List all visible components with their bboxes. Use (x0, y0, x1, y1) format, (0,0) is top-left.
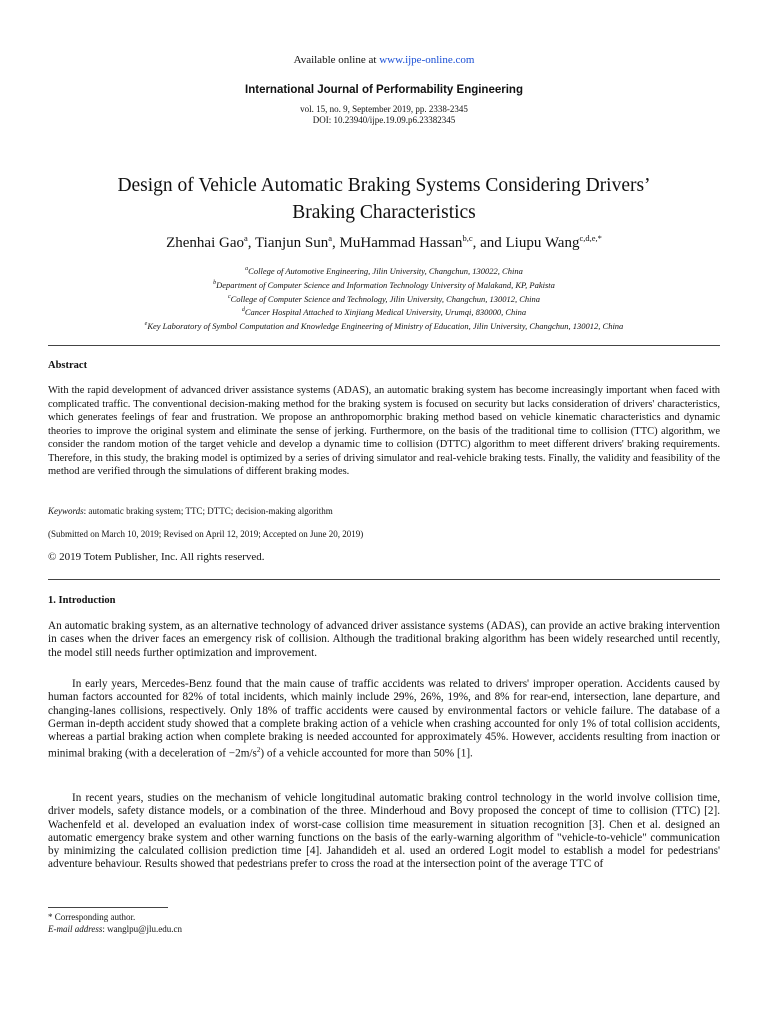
paper-title (0, 172, 768, 226)
intro-paragraph-2 (48, 678, 720, 762)
affiliation (0, 304, 768, 318)
affiliation (0, 318, 768, 332)
author-affiliation-mark: a (328, 233, 333, 243)
abstract-bottom-rule (48, 579, 720, 580)
affiliation-mark: a (245, 266, 249, 272)
abstract-heading: Abstract (48, 360, 88, 371)
intro-paragraph-2-text: In early years, Mercedes-Benz found that the main cause of traffic accidents was related to drivers' improper operation. Accidents caused by human factors accounted for 82% of total incidents, which mainly include 29%, 26%, 19%, and 8% for rear-end, intersection, lane departure, and changing-lanes collisions, respectively. Only 18% of traffic accidents were caused by environmental factors or vehicle failure. The database of a German in-depth accident study showed that a complete braking action of a vehicle when crashing accounted for only 1% of total collision accidents, whereas a partial braking action when complete braking is needed accounted for approximately 45%. However, accidents resulting from inaction or minimal braking (with a deceleration of −2m/s (48, 678, 720, 761)
affiliation-text: Key Laboratory of Symbol Computation and Knowledge Engineering of Ministry of Education, Jilin University, Changchun, 130012, China (147, 321, 624, 332)
author-affiliation-mark: b,c (462, 233, 473, 243)
affiliation-text: College of Automotive Engineering, Jilin University, Changchun, 130022, China (248, 265, 523, 276)
journal-name: International Journal of Performability Engineering (245, 84, 523, 96)
email-address: : wanglpu@jlu.edu.cn (102, 924, 182, 934)
author-separator: , and (472, 235, 506, 251)
keywords-list: : automatic braking system; TTC; DTTC; decision-making algorithm (83, 506, 333, 516)
author-affiliation-mark: a (244, 233, 248, 243)
paper-title-line-2: Braking Characteristics (292, 202, 476, 223)
submission-dates: (Submitted on March 10, 2019; Revised on April 12, 2019; Accepted on June 20, 2019) (48, 529, 364, 539)
affiliation-mark: e (144, 321, 148, 328)
author-name: MuHammad Hassan (339, 235, 463, 251)
email-line (48, 923, 182, 935)
author-affiliation-mark: c,d,e,* (579, 233, 602, 243)
keywords-label: Keywords (48, 506, 84, 516)
affiliation-list (0, 263, 768, 332)
affiliation (0, 291, 768, 305)
section-heading-introduction: 1. Introduction (48, 595, 116, 606)
affiliation-mark: c (227, 293, 231, 300)
availability-prefix: Available online at (293, 54, 380, 66)
intro-paragraph-1: An automatic braking system, as an alternative technology of advanced driver assistance systems (ADAS), can provide an active braking intervention in cases when the driver faces an emergency risk of collision. Although the traditional braking algorithm has been widely researched until recently, the model still needs further optimization and improvement. (48, 620, 720, 659)
affiliation (0, 263, 768, 277)
author-separator: , (332, 235, 340, 251)
intro-paragraph-2-end: ) of a vehicle accounted for more than 50% [1]. (260, 748, 473, 761)
availability-line (0, 54, 768, 66)
footnote-rule (48, 907, 168, 908)
copyright-notice: © 2019 Totem Publisher, Inc. All rights reserved. (48, 551, 265, 563)
affiliation-text: Department of Computer Science and Information Technology University of Malakand, KP, Pakista (216, 279, 555, 290)
affiliation (0, 277, 768, 291)
abstract-top-rule (48, 345, 720, 346)
affiliation-mark: d (241, 307, 245, 314)
author-name: Liupu Wang (505, 235, 580, 251)
paper-title-line-1: Design of Vehicle Automatic Braking Systems Considering Drivers’ (117, 175, 651, 196)
doi: DOI: 10.23940/ijpe.19.09.p6.23382345 (312, 115, 456, 125)
author-list (0, 233, 768, 252)
email-label: E-mail address (48, 924, 103, 934)
author-name: Tianjun Sun (255, 235, 329, 251)
corresponding-author-note: * Corresponding author. (48, 912, 136, 922)
affiliation-text: College of Computer Science and Technology, Jilin University, Changchun, 130012, China (230, 293, 541, 304)
superscript: 2 (256, 746, 261, 755)
footnote (48, 911, 182, 935)
journal-website-link[interactable]: www.ijpe-online.com (379, 54, 475, 66)
intro-paragraph-3: In recent years, studies on the mechanism of vehicle longitudinal automatic braking control technology in the world involve collision time, driver models, safety distance models, or a combination of the three. Minderhoud and Bovy proposed the concept of time to collision (TTC) [2]. Wachenfeld et al. developed an evaluation index of worst-case collision time measurement in situation recognition [3]. Chen et al. designed an automatic emergency brake system and other warning functions on the basis of the early-warning algorithm of "vehicle-to-vehicle" communication by minimizing the calculated collision prediction time [4]. Jahandideh et al. used an ordered Logit model to establish a model for pedestrians' adventure behaviour. Results showed that pedestrians prefer to cross the road at the intersection point of the average TTC of (48, 792, 720, 871)
volume-info: vol. 15, no. 9, September 2019, pp. 2338-2345 (300, 104, 468, 114)
abstract-text: With the rapid development of advanced driver assistance systems (ADAS), an automatic braking system has become increasingly important when faced with complicated traffic. The conventional decision-making method for the braking system is focused on security but lacks consideration of drivers' characteristics, which generates feelings of fear and frustration. We propose an anthropomorphic braking method based on vehicle kinematic characteristics and dynamic theories to improve the original system and eliminate the sense of jerking. Furthermore, on the basis of the traditional time to collision (TTC) algorithm, we consider the random motion of the target vehicle and develop a dynamic time to collision (DTTC) algorithm to meet different drivers' braking requirements. Therefore, in this study, the braking model is optimized by a series of driving simulator and real-vehicle braking tests. Finally, the validity and feasibility of the method are verified through the simulations of different braking modes. (48, 385, 720, 477)
journal-citation (0, 104, 768, 126)
affiliation-text: Cancer Hospital Attached to Xinjiang Medical University, Urumqi, 830000, China (244, 307, 527, 318)
author-separator: , (247, 235, 256, 251)
affiliation-mark: b (213, 279, 217, 286)
keywords (48, 506, 333, 516)
author-name: Zhenhai Gao (166, 235, 244, 251)
